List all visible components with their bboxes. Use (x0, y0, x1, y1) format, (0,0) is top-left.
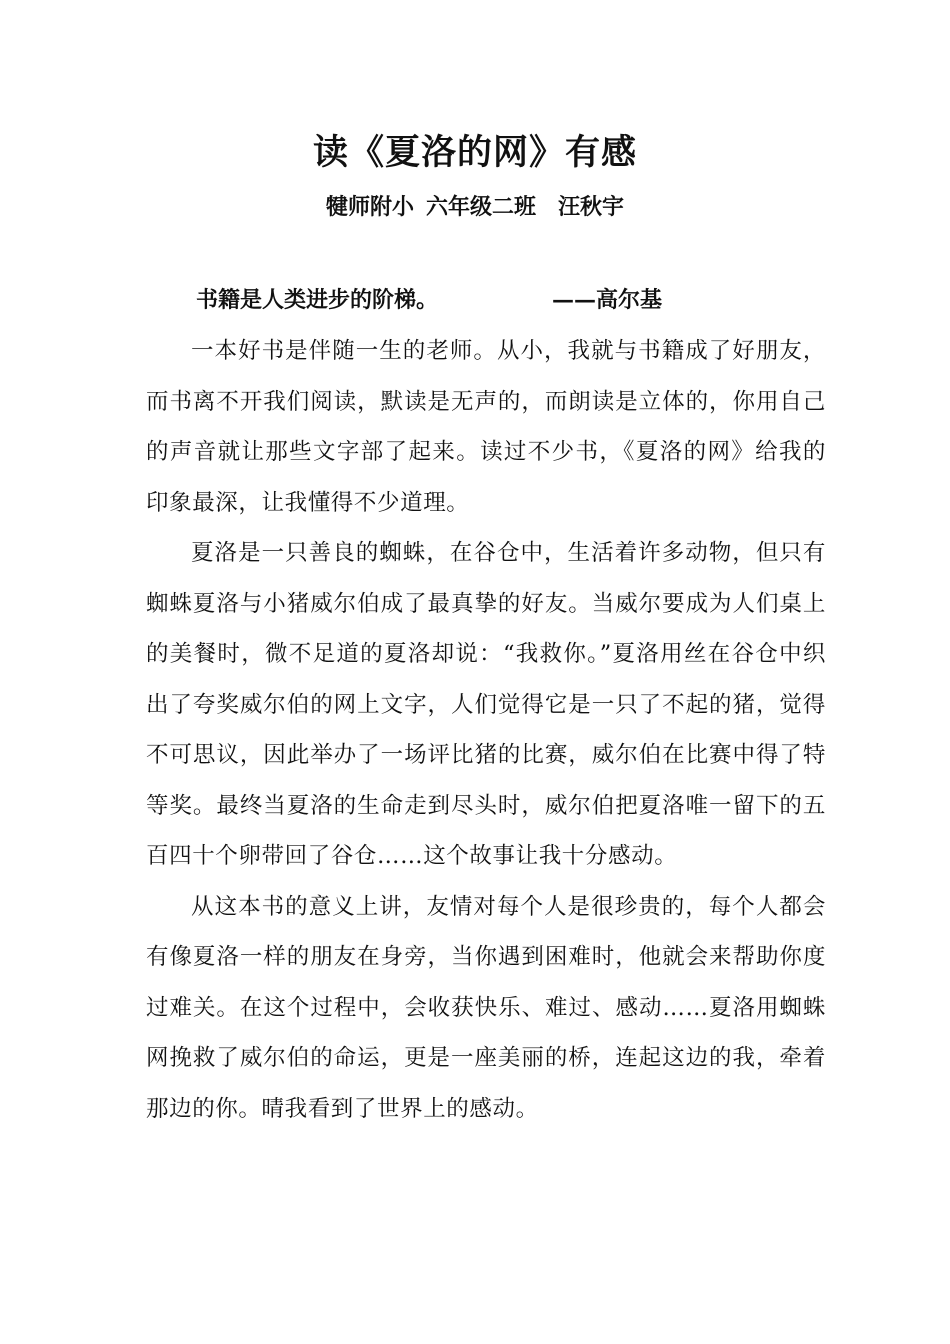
essay-title: 读《夏洛的网》有感 (312, 132, 637, 173)
paragraph-2: 夏洛是一只善良的蜘蛛，在谷仓中，生活着许多动物，但只有蜘蛛夏洛与小猪威尔伯成了最真挚的好友。当威尔要成为人们桌上的美餐时，微不足道的夏洛却说：“我救你。”夏洛用丝在谷仓中织出了夸奖威尔伯的网上文字，人们觉得它是一只了不起的猪，觉得不可思议，因此举办了一场评比猪的比赛，威尔伯在比赛中得了特等奖。最终当夏洛的生命走到尽头时，威尔伯把夏洛唯一留下的五百四十个卵带回了谷仓……这个故事让我十分感动。 (146, 540, 826, 869)
essay-body (146, 326, 826, 1134)
byline-school: 犍师附小 (325, 194, 414, 220)
byline-author: 汪秋宇 (558, 194, 625, 220)
epigraph-quote: 书籍是人类进步的阶梯。 (196, 287, 439, 313)
paragraph-1: 一本好书是伴随一生的老师。从小，我就与书籍成了好朋友，而书离不开我们阅读，默读是无声的，而朗读是立体的，你用自己的声音就让那些文字部了起来。读过不少书，《夏洛的网》给我的印象最深，让我懂得不少道理。 (146, 338, 826, 516)
byline-class: 六年级二班 (425, 194, 536, 220)
paragraph-3: 从这本书的意义上讲，友情对每个人是很珍贵的，每个人都会有像夏洛一样的朋友在身旁，当你遇到困难时，他就会来帮助你度过难关。在这个过程中，会收获快乐、难过、感动……夏洛用蜘蛛网挽救了威尔伯的命运，更是一座美丽的桥，连起这边的我，牵着那边的你。晴我看到了世界上的感动。 (146, 893, 826, 1122)
byline (0, 190, 950, 224)
epigraph (196, 282, 816, 318)
epigraph-attribution: ——高尔基 (552, 287, 663, 313)
